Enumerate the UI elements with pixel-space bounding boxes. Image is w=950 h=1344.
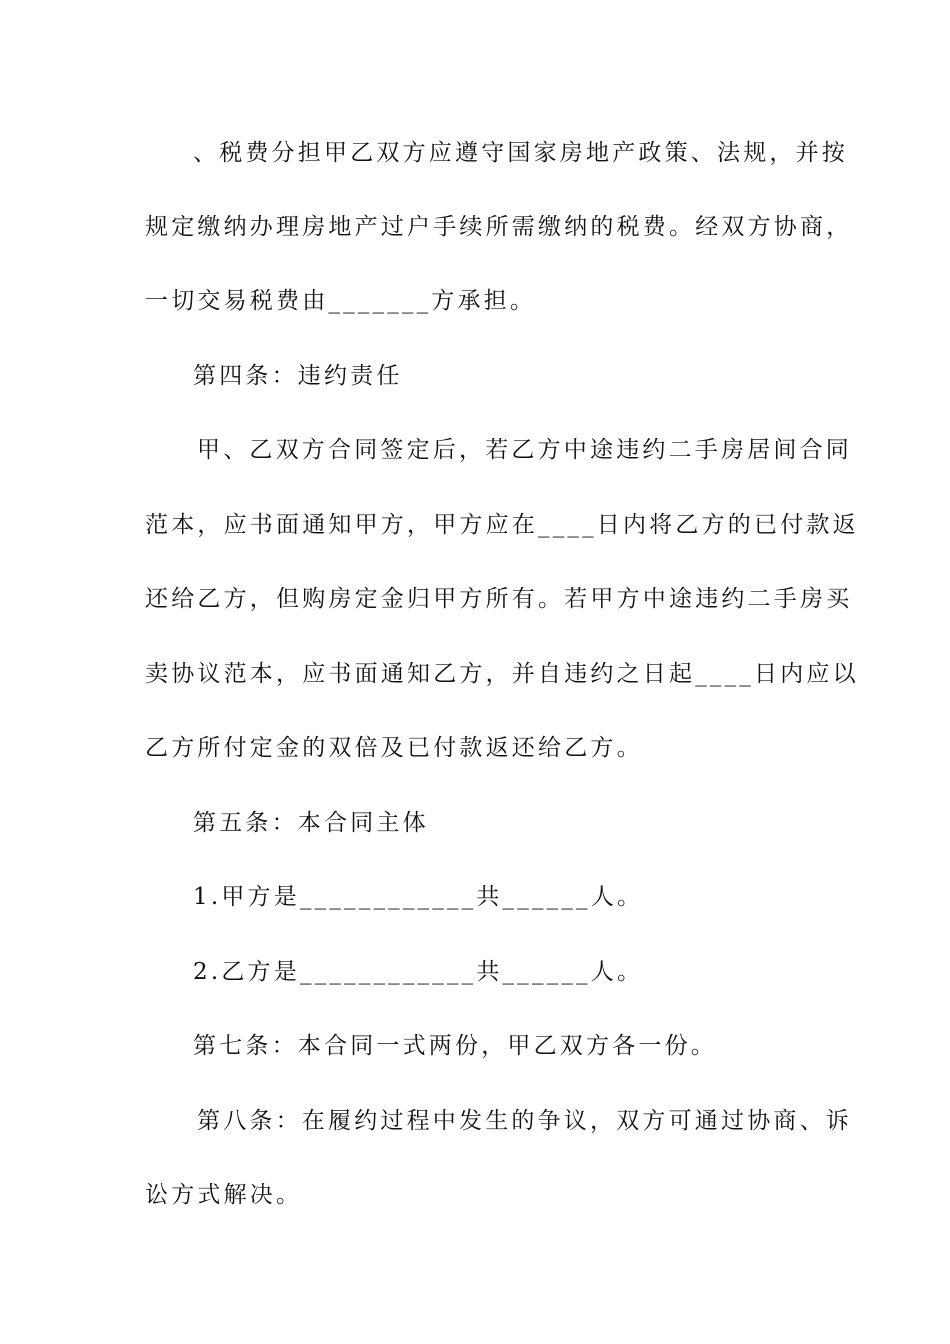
paragraph-line: 还给乙方，但购房定金归甲方所有。若甲方中途违约二手房买 [145,586,853,612]
paragraph-line: 第八条：在履约过程中发生的争议，双方可通过协商、诉 [197,1108,852,1134]
paragraph-line: 甲、乙双方合同签定后，若乙方中途违约二手房居间合同 [197,437,852,463]
paragraph-line: 范本，应书面通知甲方，甲方应在____日内将乙方的已付款返 [145,512,859,538]
list-item: 1.甲方是____________共______人。 [193,884,644,910]
section-heading: 第四条：违约责任 [193,363,403,389]
paragraph-line: 讼方式解决。 [145,1182,303,1208]
paragraph-line: 、税费分担甲乙双方应遵守国家房地产政策、法规，并按 [193,140,848,166]
list-item: 2.乙方是____________共______人。 [193,959,644,985]
paragraph-line: 规定缴纳办理房地产过户手续所需缴纳的税费。经双方协商， [145,214,853,240]
paragraph-line: 一切交易税费由_______方承担。 [145,288,537,314]
section-heading: 第七条：本合同一式两份，甲乙双方各一份。 [193,1033,717,1059]
paragraph-line: 卖协议范本，应书面通知乙方，并自违约之日起____日内应以 [145,661,859,687]
section-heading: 第五条：本合同主体 [193,810,429,836]
paragraph-line: 乙方所付定金的双倍及已付款返还给乙方。 [145,735,643,761]
